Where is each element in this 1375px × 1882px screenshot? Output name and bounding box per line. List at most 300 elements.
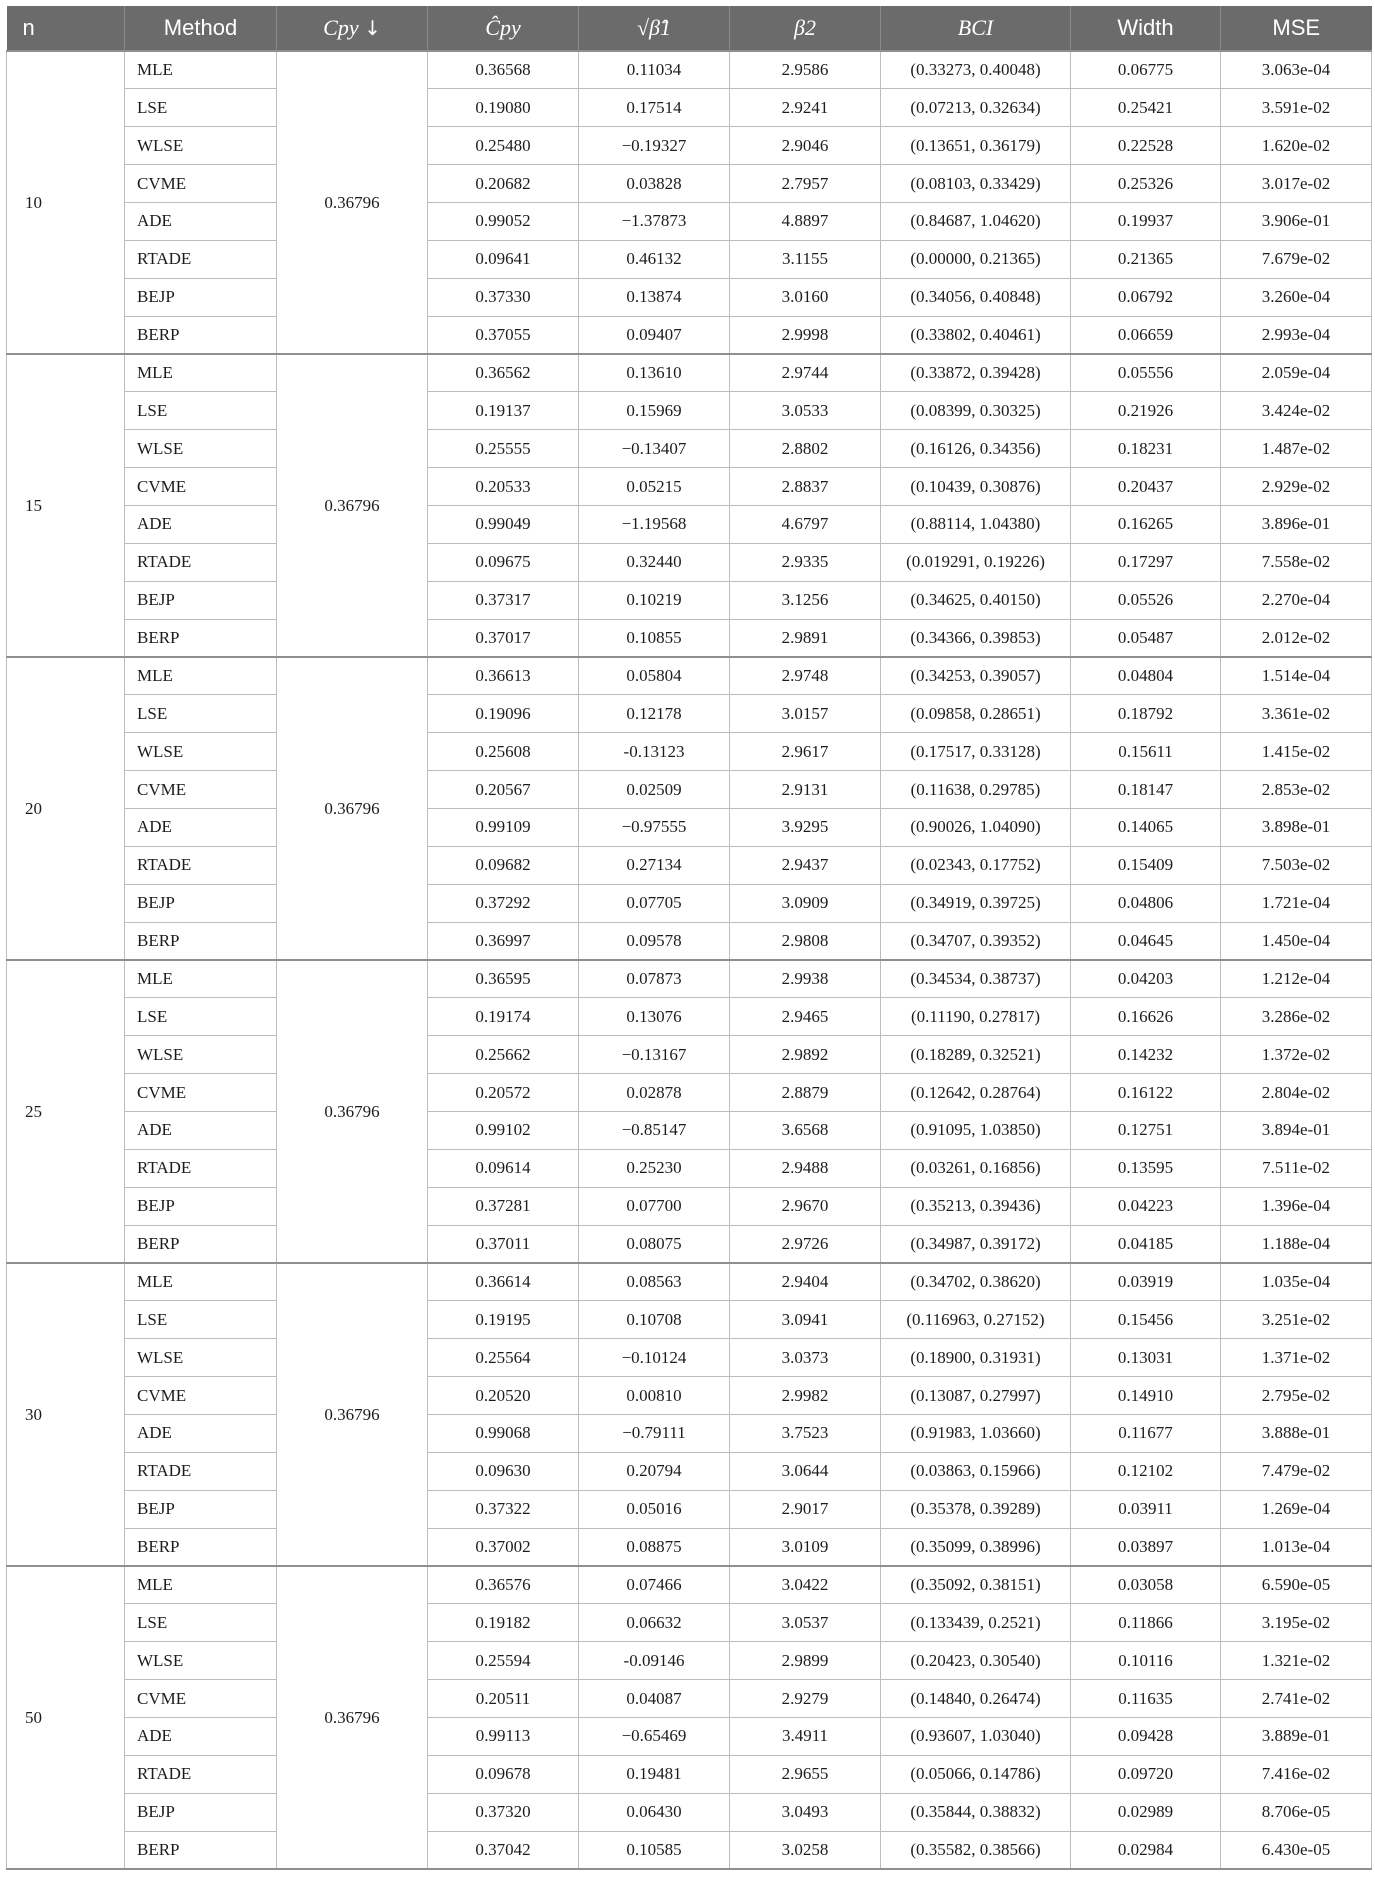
- cell-width: 0.11866: [1071, 1604, 1221, 1642]
- cell-beta2: 4.8897: [730, 203, 881, 241]
- cell-sqrt-beta1: 0.05804: [579, 657, 730, 695]
- cell-method: WLSE: [125, 1339, 277, 1377]
- cell-cpy-hat: 0.09682: [428, 846, 579, 884]
- table-row: [7, 1604, 1372, 1642]
- cell-bci: (0.34707, 0.39352): [881, 922, 1071, 960]
- table-row: [7, 1112, 1372, 1150]
- cell-cpy: 0.36796: [277, 51, 428, 354]
- cell-mse: 6.590e-05: [1221, 1566, 1372, 1604]
- cell-method: BEJP: [125, 278, 277, 316]
- cell-sqrt-beta1: 0.07873: [579, 960, 730, 998]
- cell-cpy-hat: 0.19080: [428, 89, 579, 127]
- cell-width: 0.03911: [1071, 1490, 1221, 1528]
- cell-cpy-hat: 0.36614: [428, 1263, 579, 1301]
- table-row: [7, 278, 1372, 316]
- cell-cpy-hat: 0.37011: [428, 1225, 579, 1263]
- cell-beta2: 3.1256: [730, 581, 881, 619]
- table-row: [7, 619, 1372, 657]
- cell-sqrt-beta1: 0.25230: [579, 1149, 730, 1187]
- header-cpy: [277, 6, 428, 51]
- table-row: [7, 51, 1372, 89]
- cell-cpy-hat: 0.37042: [428, 1831, 579, 1869]
- cell-cpy-hat: 0.20511: [428, 1680, 579, 1718]
- header-width: Width: [1071, 6, 1221, 51]
- cell-bci: (0.05066, 0.14786): [881, 1755, 1071, 1793]
- cell-bci: (0.33802, 0.40461): [881, 316, 1071, 354]
- cell-sqrt-beta1: 0.09578: [579, 922, 730, 960]
- cell-beta2: 3.6568: [730, 1112, 881, 1150]
- cell-method: WLSE: [125, 1642, 277, 1680]
- header-n: n: [22, 15, 35, 40]
- cell-cpy-hat: 0.19182: [428, 1604, 579, 1642]
- cell-beta2: 3.0157: [730, 695, 881, 733]
- cell-sqrt-beta1: −0.13407: [579, 430, 730, 468]
- cell-bci: (0.09858, 0.28651): [881, 695, 1071, 733]
- cell-beta2: 3.0373: [730, 1339, 881, 1377]
- cell-bci: (0.18289, 0.32521): [881, 1036, 1071, 1074]
- cell-width: 0.04185: [1071, 1225, 1221, 1263]
- table-row: [7, 1755, 1372, 1793]
- cell-cpy-hat: 0.20682: [428, 165, 579, 203]
- cell-bci: (0.33872, 0.39428): [881, 354, 1071, 392]
- cell-sqrt-beta1: −1.19568: [579, 506, 730, 544]
- cell-cpy-hat: 0.20533: [428, 468, 579, 506]
- cell-width: 0.17297: [1071, 543, 1221, 581]
- cell-sqrt-beta1: 0.19481: [579, 1755, 730, 1793]
- cell-bci: (0.34534, 0.38737): [881, 960, 1071, 998]
- cell-width: 0.18147: [1071, 771, 1221, 809]
- table-row: [7, 1074, 1372, 1112]
- cell-sqrt-beta1: 0.07705: [579, 884, 730, 922]
- cell-mse: 7.558e-02: [1221, 543, 1372, 581]
- cell-cpy-hat: 0.37002: [428, 1528, 579, 1566]
- cell-mse: 3.889e-01: [1221, 1718, 1372, 1756]
- cell-cpy-hat: 0.09675: [428, 543, 579, 581]
- cell-bci: (0.019291, 0.19226): [881, 543, 1071, 581]
- cell-method: BEJP: [125, 1187, 277, 1225]
- cell-beta2: 2.9335: [730, 543, 881, 581]
- cell-method: BERP: [125, 316, 277, 354]
- table-row: [7, 1187, 1372, 1225]
- cell-method: MLE: [125, 960, 277, 998]
- cell-cpy-hat: 0.09678: [428, 1755, 579, 1793]
- cell-mse: 2.804e-02: [1221, 1074, 1372, 1112]
- cell-mse: 1.035e-04: [1221, 1263, 1372, 1301]
- cell-sqrt-beta1: −0.10124: [579, 1339, 730, 1377]
- cell-cpy-hat: 0.37055: [428, 316, 579, 354]
- cell-bci: (0.11190, 0.27817): [881, 998, 1071, 1036]
- cell-beta2: 2.9017: [730, 1490, 881, 1528]
- cell-width: 0.09428: [1071, 1718, 1221, 1756]
- cell-cpy-hat: 0.99052: [428, 203, 579, 241]
- cell-cpy-hat: 0.99102: [428, 1112, 579, 1150]
- table-row: [7, 430, 1372, 468]
- table-row: [7, 1566, 1372, 1604]
- cell-cpy-hat: 0.99049: [428, 506, 579, 544]
- cell-beta2: 3.0109: [730, 1528, 881, 1566]
- cell-width: 0.21926: [1071, 392, 1221, 430]
- cell-beta2: 3.0422: [730, 1566, 881, 1604]
- cell-beta2: 2.9488: [730, 1149, 881, 1187]
- cell-width: 0.11677: [1071, 1415, 1221, 1453]
- cell-beta2: 2.9891: [730, 619, 881, 657]
- cell-mse: 7.416e-02: [1221, 1755, 1372, 1793]
- cell-mse: 7.679e-02: [1221, 240, 1372, 278]
- cell-cpy-hat: 0.37330: [428, 278, 579, 316]
- cell-sqrt-beta1: -0.13123: [579, 733, 730, 771]
- cell-beta2: 2.9046: [730, 127, 881, 165]
- cell-sqrt-beta1: 0.20794: [579, 1452, 730, 1490]
- cell-sqrt-beta1: 0.02878: [579, 1074, 730, 1112]
- cell-width: 0.06792: [1071, 278, 1221, 316]
- cell-width: 0.19937: [1071, 203, 1221, 241]
- table-row: [7, 922, 1372, 960]
- cell-sqrt-beta1: 0.05016: [579, 1490, 730, 1528]
- cell-sqrt-beta1: 0.10219: [579, 581, 730, 619]
- cell-sqrt-beta1: 0.08075: [579, 1225, 730, 1263]
- cell-method: RTADE: [125, 1755, 277, 1793]
- cell-method: ADE: [125, 1415, 277, 1453]
- cell-sqrt-beta1: 0.05215: [579, 468, 730, 506]
- cell-mse: 1.415e-02: [1221, 733, 1372, 771]
- cell-method: WLSE: [125, 430, 277, 468]
- cell-method: RTADE: [125, 240, 277, 278]
- cell-cpy-hat: 0.20520: [428, 1377, 579, 1415]
- cell-method: CVME: [125, 468, 277, 506]
- cell-beta2: 2.9892: [730, 1036, 881, 1074]
- header-row: [7, 6, 1372, 51]
- cell-beta2: 3.4911: [730, 1718, 881, 1756]
- cell-method: ADE: [125, 1112, 277, 1150]
- cell-method: ADE: [125, 203, 277, 241]
- header-mse: MSE: [1221, 6, 1372, 51]
- table-row: [7, 581, 1372, 619]
- cell-method: CVME: [125, 1680, 277, 1718]
- cell-bci: (0.18900, 0.31931): [881, 1339, 1071, 1377]
- cell-method: BERP: [125, 619, 277, 657]
- cell-bci: (0.14840, 0.26474): [881, 1680, 1071, 1718]
- cell-beta2: 3.0160: [730, 278, 881, 316]
- cell-width: 0.14232: [1071, 1036, 1221, 1074]
- cell-cpy-hat: 0.25594: [428, 1642, 579, 1680]
- cell-beta2: 2.9586: [730, 51, 881, 89]
- cell-mse: 1.321e-02: [1221, 1642, 1372, 1680]
- cell-bci: (0.35213, 0.39436): [881, 1187, 1071, 1225]
- header-cpy-label: Cpy: [323, 15, 359, 40]
- cell-method: BERP: [125, 1831, 277, 1869]
- cell-bci: (0.35099, 0.38996): [881, 1528, 1071, 1566]
- cell-bci: (0.93607, 1.03040): [881, 1718, 1071, 1756]
- cell-width: 0.04804: [1071, 657, 1221, 695]
- cell-mse: 3.251e-02: [1221, 1301, 1372, 1339]
- cell-sqrt-beta1: 0.11034: [579, 51, 730, 89]
- table-row: [7, 733, 1372, 771]
- cell-beta2: 2.9617: [730, 733, 881, 771]
- table-row: [7, 1036, 1372, 1074]
- cell-bci: (0.33273, 0.40048): [881, 51, 1071, 89]
- cell-bci: (0.10439, 0.30876): [881, 468, 1071, 506]
- cell-bci: (0.03261, 0.16856): [881, 1149, 1071, 1187]
- cell-method: CVME: [125, 1074, 277, 1112]
- cell-method: CVME: [125, 1377, 277, 1415]
- cell-width: 0.12102: [1071, 1452, 1221, 1490]
- cell-mse: 3.424e-02: [1221, 392, 1372, 430]
- table-row: [7, 884, 1372, 922]
- cell-sqrt-beta1: 0.00810: [579, 1377, 730, 1415]
- cell-width: 0.14910: [1071, 1377, 1221, 1415]
- cell-bci: (0.35378, 0.39289): [881, 1490, 1071, 1528]
- cell-method: LSE: [125, 89, 277, 127]
- cell-sqrt-beta1: 0.07700: [579, 1187, 730, 1225]
- cell-sqrt-beta1: −0.79111: [579, 1415, 730, 1453]
- cell-cpy-hat: 0.19137: [428, 392, 579, 430]
- cell-cpy: 0.36796: [277, 1263, 428, 1566]
- cell-bci: (0.07213, 0.32634): [881, 89, 1071, 127]
- cell-bci: (0.11638, 0.29785): [881, 771, 1071, 809]
- cell-mse: 3.063e-04: [1221, 51, 1372, 89]
- cell-beta2: 3.7523: [730, 1415, 881, 1453]
- cell-n: 50: [7, 1566, 125, 1869]
- cell-mse: 1.721e-04: [1221, 884, 1372, 922]
- cell-method: LSE: [125, 392, 277, 430]
- cell-bci: (0.34625, 0.40150): [881, 581, 1071, 619]
- cell-sqrt-beta1: 0.06632: [579, 1604, 730, 1642]
- cell-bci: (0.90026, 1.04090): [881, 809, 1071, 847]
- cell-bci: (0.13087, 0.27997): [881, 1377, 1071, 1415]
- cell-beta2: 3.9295: [730, 809, 881, 847]
- table-row: [7, 1680, 1372, 1718]
- cell-mse: 1.371e-02: [1221, 1339, 1372, 1377]
- cell-beta2: 2.9982: [730, 1377, 881, 1415]
- cell-beta2: 2.9465: [730, 998, 881, 1036]
- table-row: [7, 89, 1372, 127]
- cell-cpy: 0.36796: [277, 960, 428, 1263]
- cell-bci: (0.84687, 1.04620): [881, 203, 1071, 241]
- cell-beta2: 3.0493: [730, 1793, 881, 1831]
- cell-method: ADE: [125, 506, 277, 544]
- cell-sqrt-beta1: 0.09407: [579, 316, 730, 354]
- cell-cpy-hat: 0.25608: [428, 733, 579, 771]
- cell-cpy-hat: 0.37320: [428, 1793, 579, 1831]
- cell-mse: 1.372e-02: [1221, 1036, 1372, 1074]
- cell-method: LSE: [125, 1604, 277, 1642]
- cell-cpy-hat: 0.25662: [428, 1036, 579, 1074]
- cell-method: MLE: [125, 354, 277, 392]
- cell-bci: (0.12642, 0.28764): [881, 1074, 1071, 1112]
- cell-method: MLE: [125, 1566, 277, 1604]
- table-row: [7, 203, 1372, 241]
- header-sqrt-beta1: √β̂1: [579, 6, 730, 51]
- cell-bci: (0.34056, 0.40848): [881, 278, 1071, 316]
- cell-beta2: 2.9437: [730, 846, 881, 884]
- cell-bci: (0.88114, 1.04380): [881, 506, 1071, 544]
- cell-mse: 2.853e-02: [1221, 771, 1372, 809]
- cell-sqrt-beta1: −0.19327: [579, 127, 730, 165]
- table-row: [7, 1225, 1372, 1263]
- cell-sqrt-beta1: -0.09146: [579, 1642, 730, 1680]
- header-cpy-hat: Ĉpy: [428, 6, 579, 51]
- table-row: [7, 1642, 1372, 1680]
- cell-mse: 1.188e-04: [1221, 1225, 1372, 1263]
- cell-cpy-hat: 0.36562: [428, 354, 579, 392]
- cell-mse: 2.012e-02: [1221, 619, 1372, 657]
- cell-bci: (0.08399, 0.30325): [881, 392, 1071, 430]
- cell-cpy-hat: 0.09641: [428, 240, 579, 278]
- cell-beta2: 2.9726: [730, 1225, 881, 1263]
- cell-mse: 7.511e-02: [1221, 1149, 1372, 1187]
- cell-bci: (0.02343, 0.17752): [881, 846, 1071, 884]
- cell-mse: 1.620e-02: [1221, 127, 1372, 165]
- cell-n: 25: [7, 960, 125, 1263]
- cell-sqrt-beta1: −0.65469: [579, 1718, 730, 1756]
- cell-n: 15: [7, 354, 125, 657]
- cell-mse: 7.503e-02: [1221, 846, 1372, 884]
- cell-width: 0.12751: [1071, 1112, 1221, 1150]
- table-row: [7, 998, 1372, 1036]
- cell-sqrt-beta1: 0.08563: [579, 1263, 730, 1301]
- cell-method: BERP: [125, 1225, 277, 1263]
- cell-method: ADE: [125, 809, 277, 847]
- table-row: [7, 354, 1372, 392]
- cell-width: 0.16122: [1071, 1074, 1221, 1112]
- cell-method: WLSE: [125, 127, 277, 165]
- cell-sqrt-beta1: 0.03828: [579, 165, 730, 203]
- cell-n: 20: [7, 657, 125, 960]
- cell-beta2: 2.9998: [730, 316, 881, 354]
- cell-cpy-hat: 0.20567: [428, 771, 579, 809]
- cell-width: 0.04806: [1071, 884, 1221, 922]
- cell-beta2: 3.1155: [730, 240, 881, 278]
- cell-method: RTADE: [125, 1452, 277, 1490]
- cell-method: MLE: [125, 1263, 277, 1301]
- cell-sqrt-beta1: 0.02509: [579, 771, 730, 809]
- cell-beta2: 2.9899: [730, 1642, 881, 1680]
- cell-cpy-hat: 0.36595: [428, 960, 579, 998]
- table-row: [7, 846, 1372, 884]
- cell-bci: (0.116963, 0.27152): [881, 1301, 1071, 1339]
- cell-cpy-hat: 0.19096: [428, 695, 579, 733]
- cell-bci: (0.35582, 0.38566): [881, 1831, 1071, 1869]
- cell-sqrt-beta1: 0.46132: [579, 240, 730, 278]
- cell-bci: (0.00000, 0.21365): [881, 240, 1071, 278]
- cell-bci: (0.35092, 0.38151): [881, 1566, 1071, 1604]
- cell-sqrt-beta1: 0.12178: [579, 695, 730, 733]
- cell-method: WLSE: [125, 1036, 277, 1074]
- cell-sqrt-beta1: 0.13076: [579, 998, 730, 1036]
- cell-sqrt-beta1: 0.08875: [579, 1528, 730, 1566]
- table-row: [7, 1528, 1372, 1566]
- cell-beta2: 2.9808: [730, 922, 881, 960]
- table-row: [7, 392, 1372, 430]
- cell-beta2: 2.9655: [730, 1755, 881, 1793]
- cell-width: 0.16626: [1071, 998, 1221, 1036]
- table-row: [7, 543, 1372, 581]
- cell-method: RTADE: [125, 543, 277, 581]
- table-row: [7, 127, 1372, 165]
- cell-width: 0.16265: [1071, 506, 1221, 544]
- cell-mse: 1.396e-04: [1221, 1187, 1372, 1225]
- cell-width: 0.05487: [1071, 619, 1221, 657]
- cell-sqrt-beta1: 0.07466: [579, 1566, 730, 1604]
- cell-mse: 7.479e-02: [1221, 1452, 1372, 1490]
- cell-mse: 2.993e-04: [1221, 316, 1372, 354]
- cell-mse: 1.269e-04: [1221, 1490, 1372, 1528]
- cell-mse: 3.361e-02: [1221, 695, 1372, 733]
- cell-beta2: 2.9938: [730, 960, 881, 998]
- cell-mse: 1.514e-04: [1221, 657, 1372, 695]
- table-row: [7, 695, 1372, 733]
- cell-sqrt-beta1: 0.04087: [579, 1680, 730, 1718]
- table-row: [7, 1793, 1372, 1831]
- cell-cpy-hat: 0.37017: [428, 619, 579, 657]
- cell-cpy-hat: 0.25480: [428, 127, 579, 165]
- cell-method: RTADE: [125, 1149, 277, 1187]
- cell-width: 0.15456: [1071, 1301, 1221, 1339]
- cell-method: CVME: [125, 165, 277, 203]
- cell-mse: 3.888e-01: [1221, 1415, 1372, 1453]
- cell-beta2: 2.9131: [730, 771, 881, 809]
- cell-sqrt-beta1: 0.10855: [579, 619, 730, 657]
- cell-beta2: 2.9241: [730, 89, 881, 127]
- cell-cpy-hat: 0.99109: [428, 809, 579, 847]
- results-table: [6, 6, 1372, 1870]
- cell-width: 0.15611: [1071, 733, 1221, 771]
- cell-mse: 3.894e-01: [1221, 1112, 1372, 1150]
- cell-width: 0.22528: [1071, 127, 1221, 165]
- cell-cpy-hat: 0.36613: [428, 657, 579, 695]
- cell-cpy-hat: 0.37322: [428, 1490, 579, 1528]
- cell-width: 0.10116: [1071, 1642, 1221, 1680]
- cell-width: 0.21365: [1071, 240, 1221, 278]
- cell-cpy-hat: 0.37281: [428, 1187, 579, 1225]
- cell-method: BEJP: [125, 581, 277, 619]
- cell-beta2: 3.0258: [730, 1831, 881, 1869]
- cell-cpy-hat: 0.09630: [428, 1452, 579, 1490]
- cell-width: 0.04203: [1071, 960, 1221, 998]
- table-row: [7, 809, 1372, 847]
- table-row: [7, 1377, 1372, 1415]
- sort-down-icon: ↓: [364, 16, 381, 40]
- cell-mse: 8.706e-05: [1221, 1793, 1372, 1831]
- table-row: [7, 1452, 1372, 1490]
- cell-cpy-hat: 0.36576: [428, 1566, 579, 1604]
- cell-width: 0.18231: [1071, 430, 1221, 468]
- table-row: [7, 1718, 1372, 1756]
- table-row: [7, 1339, 1372, 1377]
- cell-mse: 3.195e-02: [1221, 1604, 1372, 1642]
- cell-beta2: 2.9748: [730, 657, 881, 695]
- cell-cpy-hat: 0.20572: [428, 1074, 579, 1112]
- cell-method: BERP: [125, 1528, 277, 1566]
- cell-beta2: 3.0909: [730, 884, 881, 922]
- cell-width: 0.09720: [1071, 1755, 1221, 1793]
- table-row: [7, 1149, 1372, 1187]
- cell-mse: 1.487e-02: [1221, 430, 1372, 468]
- cell-method: MLE: [125, 51, 277, 89]
- table-row: [7, 960, 1372, 998]
- cell-sqrt-beta1: 0.17514: [579, 89, 730, 127]
- cell-width: 0.06775: [1071, 51, 1221, 89]
- cell-width: 0.13031: [1071, 1339, 1221, 1377]
- cell-width: 0.03058: [1071, 1566, 1221, 1604]
- cell-cpy-hat: 0.36997: [428, 922, 579, 960]
- cell-sqrt-beta1: 0.15969: [579, 392, 730, 430]
- cell-width: 0.03919: [1071, 1263, 1221, 1301]
- table-row: [7, 240, 1372, 278]
- cell-bci: (0.133439, 0.2521): [881, 1604, 1071, 1642]
- cell-cpy-hat: 0.37292: [428, 884, 579, 922]
- cell-sqrt-beta1: −0.13167: [579, 1036, 730, 1074]
